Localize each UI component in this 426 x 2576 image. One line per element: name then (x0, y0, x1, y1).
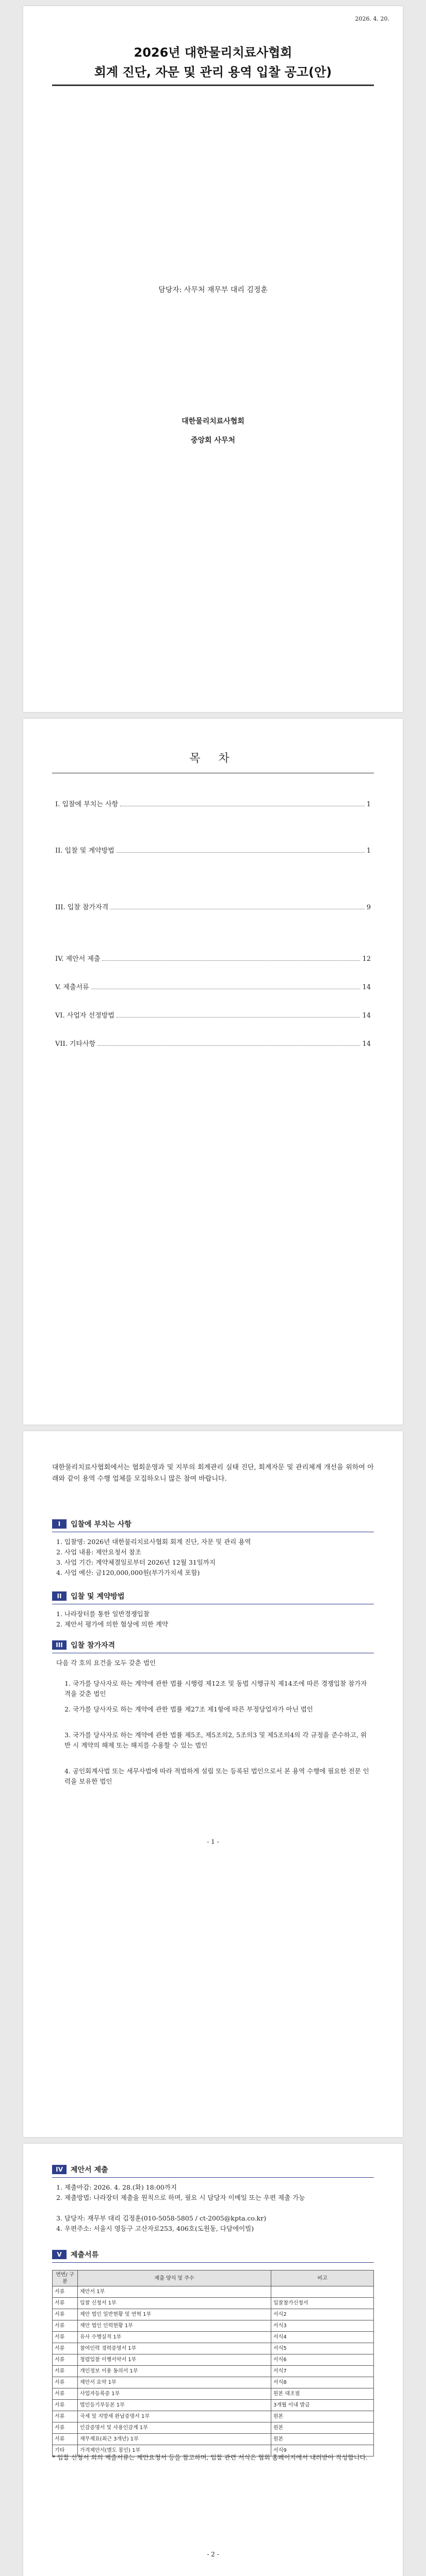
table-cell: 서식2 (271, 2309, 374, 2320)
table-cell: 재무제표(최근 3개년) 1부 (78, 2434, 271, 2445)
table-row (53, 2332, 374, 2343)
toc-item[interactable]: V. 제출서류 14 (55, 984, 371, 991)
table-cell: 참여인력 경력증명서 1부 (78, 2343, 271, 2354)
content-page-1 (23, 1431, 403, 2137)
table-cell: 3개월 이내 발급 (271, 2400, 374, 2411)
table-row (53, 2286, 374, 2298)
table-cell: 서류 (53, 2366, 78, 2377)
toc-heading: 목 차 (189, 752, 237, 765)
table-row (53, 2400, 374, 2411)
table-cell: 서류 (53, 2354, 78, 2366)
table-row (53, 2422, 374, 2434)
document-date: 2026. 4. 20. (355, 15, 389, 22)
table-cell: 서류 (53, 2320, 78, 2332)
organization-name: 대한물리치료사협회 (182, 417, 244, 426)
submission-table (52, 2270, 374, 2456)
table-cell: 서류 (53, 2388, 78, 2400)
section-3-item: 1. 국가를 당사자로 하는 계약에 관한 법률 시행령 제12조 및 동법 시행규칙 제14조에 따른 경쟁입찰 참가자격을 갖춘 법인 (64, 1680, 367, 1698)
table-cell: 서류 (53, 2332, 78, 2343)
table-cell: 유사 수행실적 1부 (78, 2332, 271, 2343)
section-3-lead: 다음 각 호의 요건을 모두 갖춘 법인 (56, 1659, 156, 1667)
table-cell: 서류 (53, 2422, 78, 2434)
toc-item[interactable]: III. 입찰 참가자격 9 (55, 904, 371, 911)
table-header-row (53, 2270, 374, 2286)
table-row (53, 2343, 374, 2354)
intro-paragraph: 대한물리치료사협회에서는 협회운영과 및 지부의 회계관리 실태 진단, 회계자문 및 관리체계 개선을 위하여 아래와 같이 용역 수행 업체를 모집하오니 많은 참여 바랍니다. (52, 1464, 374, 1483)
cover-page (23, 6, 403, 712)
section-2-item: 1. 나라장터를 통한 일반경쟁입찰 (56, 1610, 150, 1618)
section-4-item: 3. 담당자: 재무부 대리 김정훈(010-5058-5805 / ct-2005@kpta.co.kr) (56, 2214, 267, 2222)
toc-item[interactable]: I. 입찰에 부치는 사항 1 (55, 801, 371, 808)
toc-item[interactable]: II. 입찰 및 계약방법 1 (55, 847, 371, 855)
section-2-item: 2. 제안서 평가에 의한 협상에 의한 계약 (56, 1620, 168, 1628)
section-1-header: I 입찰에 부치는 사항 (52, 1519, 132, 1529)
table-cell: 개인정보 이용 동의서 1부 (78, 2366, 271, 2377)
section-2-header: II 입찰 및 계약방법 (52, 1591, 124, 1601)
table-cell: 법인등기부등본 1부 (78, 2400, 271, 2411)
section-1-item: 3. 사업 기간: 계약체결일로부터 2026년 12월 31일까지 (56, 1558, 216, 1566)
table-row (53, 2298, 374, 2309)
table-row (53, 2411, 374, 2422)
table-cell: 서류 (53, 2286, 78, 2298)
toc-item[interactable]: VII. 기타사항 14 (55, 1040, 371, 1048)
section-3-header: III 입찰 참가자격 (52, 1640, 115, 1650)
table-cell: 가격제안서(별도 봉인) 1부 (78, 2445, 271, 2456)
table-row (53, 2320, 374, 2332)
toc-item[interactable]: IV. 제안서 제출 12 (55, 955, 371, 963)
table-cell (271, 2286, 374, 2298)
table-cell: 사업자등록증 1부 (78, 2388, 271, 2400)
section-1-item: 2. 사업 내용: 제안요청서 참조 (56, 1548, 141, 1556)
table-row (53, 2309, 374, 2320)
table-cell: 서류 (53, 2377, 78, 2388)
section-4-rule (52, 2177, 374, 2178)
table-row (53, 2377, 374, 2388)
section-3-item: 2. 국가를 당사자로 하는 계약에 관한 법률 제27조 제1항에 따른 부정당업자가 아닌 법인 (64, 1705, 313, 1713)
table-cell: 제안서 요약 1부 (78, 2377, 271, 2388)
content-page-2 (23, 2144, 403, 2576)
submission-table-body (53, 2286, 374, 2456)
table-cell: 서류 (53, 2298, 78, 2309)
table-header-cell: 비고 (271, 2270, 374, 2286)
section-4-item: 1. 제출마감: 2026. 4. 28.(화) 18:00까지 (56, 2183, 177, 2191)
table-cell: 서류 (53, 2434, 78, 2445)
table-cell: 서식7 (271, 2366, 374, 2377)
table-cell: 제안 법인 일반현황 및 연혁 1부 (78, 2309, 271, 2320)
table-cell: 서식4 (271, 2332, 374, 2343)
table-cell: 제안서 1부 (78, 2286, 271, 2298)
toc-item[interactable]: VI. 사업자 선정방법 14 (55, 1012, 371, 1020)
section-1-item: 4. 사업 예산: 금120,000,000원(부가가치세 포함) (56, 1569, 200, 1577)
table-cell: 서류 (53, 2400, 78, 2411)
table-cell: 입찰참가신청서 (271, 2298, 374, 2309)
table-cell: 원본 (271, 2411, 374, 2422)
table-cell: 서식9 (271, 2445, 374, 2456)
table-header-cell: 제출 양식 및 주수 (78, 2270, 271, 2286)
author-line: 담당자: 사무처 재무부 대리 김정훈 (158, 286, 268, 294)
section-4-header: IV 제안서 제출 (52, 2164, 108, 2175)
table-row (53, 2354, 374, 2366)
table-cell: 서식6 (271, 2354, 374, 2366)
department-name: 중앙회 사무처 (190, 436, 236, 445)
page-number: - 2 - (207, 2551, 219, 2558)
table-cell: 제안 법인 인력현황 1부 (78, 2320, 271, 2332)
table-cell: 원본 (271, 2422, 374, 2434)
section-3-item: 3. 국가를 당사자로 하는 계약에 관한 법률 제5조, 제5조의2, 5조의3 및 제5조의4의 각 규정을 준수하고, 위반 시 계약의 해제 또는 해지를 수용할 수 있는 법인 (64, 1731, 367, 1749)
section-4-item: 4. 우편주소: 서울시 영등구 고산자로253, 406호(도원동, 다담에이빌) (56, 2225, 254, 2232)
table-header-cell: 연번/ 구분 (53, 2270, 78, 2286)
section-5-rule (52, 2262, 374, 2263)
table-cell: 서류 (53, 2411, 78, 2422)
document-title-line2: 회계 진단, 자문 및 관리 용역 입찰 공고(안) (94, 65, 332, 79)
table-cell: 서류 (53, 2309, 78, 2320)
table-cell: 국세 및 지방세 완납증명서 1부 (78, 2411, 271, 2422)
section-1-item: 1. 입찰명: 2026년 대한물리치료사협회 회계 진단, 자문 및 관리 용역 (56, 1538, 251, 1546)
table-row (53, 2388, 374, 2400)
page-number: - 1 - (207, 1838, 219, 1845)
table-cell: 서식8 (271, 2377, 374, 2388)
table-cell: 서식3 (271, 2320, 374, 2332)
table-row (53, 2434, 374, 2445)
table-cell: 입찰 신청서 1부 (78, 2298, 271, 2309)
toc-page (23, 719, 403, 1425)
table-cell: 기타 (53, 2445, 78, 2456)
table-cell: 서류 (53, 2343, 78, 2354)
document-title-line1: 2026년 대한물리치료사협회 (134, 45, 292, 60)
section-4-item: 2. 제출방법: 나라장터 제출을 원칙으로 하며, 필요 시 담당자 이메일 또는 우편 제출 가능 (56, 2194, 305, 2201)
table-cell: 인감증명서 및 사용인감계 1부 (78, 2422, 271, 2434)
table-cell: 청렴입찰 이행서약서 1부 (78, 2354, 271, 2366)
section-5-header: V 제출서류 (52, 2249, 99, 2260)
table-cell: 원본 (271, 2434, 374, 2445)
section-3-item: 4. 공인회계사법 또는 세무사법에 따라 적법하게 설립 또는 등록된 법인으로서 본 용역 수행에 필요한 전문 인력을 보유한 법인 (64, 1767, 369, 1785)
title-rule (52, 84, 374, 86)
table-row (53, 2366, 374, 2377)
table-cell: 서식5 (271, 2343, 374, 2354)
table-cell: 원본 대조필 (271, 2388, 374, 2400)
submission-note: * 입찰 신청서 외의 제출서류는 제안요청서 등을 참고하며, 입찰 관련 서식은 협회 홈페이지에서 내려받아 작성합니다. (52, 2454, 368, 2461)
